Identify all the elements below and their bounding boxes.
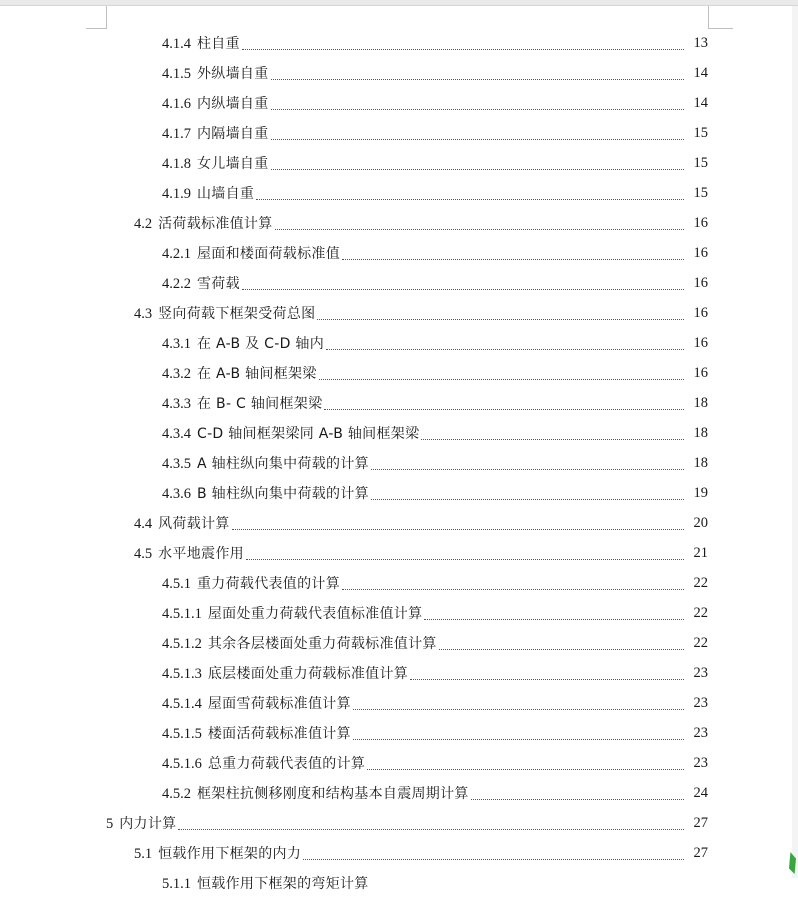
toc-entry-text: 山墙自重 [197, 186, 255, 202]
toc-entry-title [162, 273, 240, 293]
toc-dot-leader [319, 378, 684, 380]
toc-entry-text: 框架柱抗侧移刚度和结构基本自震周期计算 [197, 786, 469, 802]
toc-dot-leader [471, 798, 684, 800]
toc-entry-number: 4.3.6 [162, 486, 191, 502]
toc-entry-number: 4.3 [134, 306, 153, 322]
toc-entry[interactable] [134, 538, 708, 568]
toc-entry-title [162, 603, 422, 623]
toc-entry-text: 屋面处重力荷载代表值标准值计算 [207, 606, 423, 622]
toc-entry[interactable] [106, 808, 708, 838]
toc-entry-number: 4.1.5 [162, 66, 191, 82]
toc-entry-text: 屋面雪荷载标准值计算 [207, 696, 351, 712]
toc-dot-leader [326, 348, 684, 350]
toc-page-number: 14 [693, 64, 708, 81]
toc-dot-leader [178, 828, 684, 830]
toc-entry-title [162, 243, 340, 263]
toc-page-number: 16 [693, 274, 708, 291]
right-scroll-gutter[interactable] [792, 6, 798, 878]
toc-entry[interactable] [162, 418, 708, 448]
toc-entry[interactable] [162, 268, 708, 298]
toc-entry[interactable] [162, 478, 708, 508]
toc-entry-text: 女儿墙自重 [197, 156, 269, 172]
toc-entry-text: 屋面和楼面荷载标准值 [197, 246, 340, 262]
toc-entry-number: 4.3.2 [162, 366, 191, 382]
toc-dot-leader [271, 138, 685, 140]
toc-page-number: 15 [693, 124, 708, 141]
toc-page-number: 19 [693, 484, 708, 501]
toc-entry-text: 内力计算 [119, 816, 177, 832]
toc-entry-number: 4.5.1.1 [162, 606, 202, 622]
toc-entry-number: 4.3.5 [162, 456, 191, 472]
toc-entry-title [162, 693, 351, 713]
toc-entry[interactable] [162, 358, 708, 388]
page-corner-mark-left [86, 6, 107, 29]
toc-entry[interactable] [134, 508, 708, 538]
toc-entry-number: 4.4 [134, 516, 153, 532]
toc-page-number: 20 [693, 514, 708, 531]
toc-dot-leader [246, 558, 684, 560]
toc-dot-leader [232, 528, 684, 530]
toc-entry[interactable] [162, 118, 708, 148]
toc-entry-title [162, 333, 324, 353]
toc-entry[interactable] [162, 688, 708, 718]
toc-entry[interactable] [134, 298, 708, 328]
toc-page-number: 13 [693, 34, 708, 51]
toc-entry-text: 总重力荷载代表值的计算 [207, 756, 366, 772]
toc-page-number: 23 [693, 664, 708, 681]
toc-entry-text: 外纵墙自重 [197, 66, 269, 82]
toc-entry[interactable] [162, 88, 708, 118]
toc-entry-text: 内纵墙自重 [197, 96, 269, 112]
toc-entry-number: 4.1.8 [162, 156, 191, 172]
toc-page-number: 15 [693, 184, 708, 201]
toc-entry-title [162, 873, 369, 893]
toc-entry-number: 4.5.1.6 [162, 756, 202, 772]
toc-entry[interactable] [162, 238, 708, 268]
toc-entry-title [162, 123, 269, 143]
toc-page-number: 22 [693, 574, 708, 591]
toc-entry-text: 在 A-B 及 C-D 轴内 [197, 336, 325, 352]
toc-entry-text: A 轴柱纵向集中荷载的计算 [197, 456, 369, 472]
toc-page-number: 27 [693, 814, 708, 831]
toc-entry-number: 4.5.1.4 [162, 696, 202, 712]
toc-entry-text: 恒载作用下框架的弯矩计算 [197, 876, 369, 892]
toc-dot-leader [256, 198, 684, 200]
toc-page-number: 18 [693, 424, 708, 441]
toc-dot-leader [271, 78, 685, 80]
toc-dot-leader [303, 858, 684, 860]
toc-page-number: 16 [693, 334, 708, 351]
toc-entry-text: 雪荷载 [197, 276, 240, 292]
toc-entry-text: 内隔墙自重 [197, 126, 269, 142]
toc-entry-number: 4.3.1 [162, 336, 191, 352]
toc-entry[interactable] [162, 868, 708, 898]
toc-entry-title [162, 453, 369, 473]
toc-dot-leader [242, 288, 684, 290]
toc-entry[interactable] [162, 748, 708, 778]
toc-entry-title [162, 783, 469, 803]
toc-page-number: 22 [693, 604, 708, 621]
toc-entry-number: 4.5.2 [162, 786, 191, 802]
toc-page-number: 15 [693, 154, 708, 171]
toc-entry-title [162, 63, 269, 83]
toc-dot-leader [324, 408, 684, 410]
toc-entry-number: 4.5.1 [162, 576, 191, 592]
toc-entry-title [162, 183, 254, 203]
toc-entry-number: 5.1 [134, 846, 153, 862]
toc-entry[interactable] [162, 448, 708, 478]
toc-page-number: 16 [693, 364, 708, 381]
toc-entry-text: 风荷载计算 [158, 516, 230, 532]
toc-page-number: 16 [693, 304, 708, 321]
toc-page-number: 24 [693, 784, 708, 801]
window-top-border [0, 0, 798, 6]
toc-entry-text: 水平地震作用 [158, 546, 244, 562]
toc-dot-leader [424, 618, 684, 620]
toc-entry-title [134, 843, 301, 863]
toc-entry[interactable] [162, 568, 708, 598]
toc-dot-leader [421, 438, 684, 440]
toc-page-number: 27 [693, 844, 708, 861]
toc-page-number: 23 [693, 694, 708, 711]
toc-entry-text: 恒载作用下框架的内力 [158, 846, 302, 862]
toc-entry-text: 楼面活荷载标准值计算 [207, 726, 351, 742]
toc-entry-number: 4.1.7 [162, 126, 191, 142]
toc-entry-title [162, 753, 365, 773]
toc-entry[interactable] [162, 628, 708, 658]
toc-entry[interactable] [162, 58, 708, 88]
toc-entry-number: 5.1.1 [162, 876, 191, 892]
page-corner-mark-right [708, 6, 733, 29]
toc-dot-leader [410, 678, 684, 680]
toc-entry-title [162, 363, 317, 383]
toc-entry[interactable] [162, 598, 708, 628]
toc-dot-leader [342, 258, 684, 260]
toc-entry-title [162, 93, 269, 113]
toc-page-number: 14 [693, 94, 708, 111]
toc-page-number: 18 [693, 454, 708, 471]
toc-entry-number: 4.5 [134, 546, 153, 562]
toc-entry-text: 重力荷载代表值的计算 [197, 576, 340, 592]
toc-dot-leader [439, 648, 684, 650]
toc-entry-text: 竖向荷载下框架受荷总图 [158, 306, 316, 322]
toc-entry-text: 柱自重 [197, 36, 240, 52]
toc-dot-leader [342, 588, 684, 590]
toc-entry-number: 4.3.4 [162, 426, 191, 442]
toc-dot-leader [275, 228, 684, 230]
toc-dot-leader [271, 168, 685, 170]
toc-entry[interactable] [162, 28, 708, 58]
toc-entry-text: 在 B- C 轴间框架梁 [197, 396, 323, 412]
toc-page-number: 16 [693, 214, 708, 231]
toc-entry-title [134, 543, 244, 563]
toc-entry-number: 4.3.3 [162, 396, 191, 412]
toc-entry-number: 4.2.2 [162, 276, 191, 292]
toc-dot-leader [353, 738, 684, 740]
toc-entry-number: 5 [106, 816, 114, 832]
toc-entry-text: 底层楼面处重力荷载标准值计算 [207, 666, 409, 682]
toc-page-number: 23 [693, 724, 708, 741]
toc-entry[interactable] [162, 658, 708, 688]
toc-entry[interactable] [162, 148, 708, 178]
toc-entry-title [162, 153, 269, 173]
toc-entry-number: 4.5.1.2 [162, 636, 202, 652]
toc-entry-title [162, 393, 322, 413]
toc-dot-leader [271, 108, 685, 110]
toc-entry-number: 4.5.1.5 [162, 726, 202, 742]
toc-entry[interactable] [162, 388, 708, 418]
toc-entry-title [162, 573, 340, 593]
toc-page-number: 23 [693, 754, 708, 771]
toc-entry-text: 活荷载标准值计算 [158, 216, 273, 232]
toc-entry-text: 其余各层楼面处重力荷载标准值计算 [207, 636, 437, 652]
toc-entry-title [162, 723, 351, 743]
toc-entry-text: 在 A-B 轴间框架梁 [197, 366, 317, 382]
toc-page-number: 22 [693, 634, 708, 651]
toc-page-number: 16 [693, 244, 708, 261]
toc-entry-number: 4.2 [134, 216, 153, 232]
toc-entry-text: C-D 轴间框架梁同 A-B 轴间框架梁 [197, 426, 420, 442]
toc-entry-number: 4.1.9 [162, 186, 191, 202]
toc-dot-leader [371, 468, 684, 470]
toc-entry-text: B 轴柱纵向集中荷载的计算 [197, 486, 369, 502]
toc-page-number: 18 [693, 394, 708, 411]
toc-entry-number: 4.5.1.3 [162, 666, 202, 682]
toc-entry-title [134, 513, 230, 533]
toc-entry-title [162, 423, 419, 443]
toc-entry[interactable] [162, 718, 708, 748]
toc-dot-leader [317, 318, 684, 320]
toc-entry-title [106, 813, 176, 833]
toc-entry[interactable] [162, 178, 708, 208]
toc-page-number: 21 [693, 544, 708, 561]
toc-dot-leader [242, 48, 684, 50]
toc-entry-number: 4.1.4 [162, 36, 191, 52]
toc-entry-title [162, 483, 369, 503]
toc-entry-title [162, 33, 240, 53]
toc-entry-number: 4.1.6 [162, 96, 191, 112]
toc-entry[interactable] [162, 328, 708, 358]
toc-dot-leader [371, 498, 684, 500]
toc-entry-title [134, 213, 273, 233]
toc-entry-title [162, 663, 408, 683]
toc-entry-title [134, 303, 315, 323]
toc-dot-leader [367, 768, 684, 770]
toc-entry[interactable] [162, 778, 708, 808]
toc-entry-number: 4.2.1 [162, 246, 191, 262]
toc-entry[interactable] [134, 208, 708, 238]
toc-entry[interactable] [134, 838, 708, 868]
toc-entry-title [162, 633, 437, 653]
toc-dot-leader [353, 708, 684, 710]
